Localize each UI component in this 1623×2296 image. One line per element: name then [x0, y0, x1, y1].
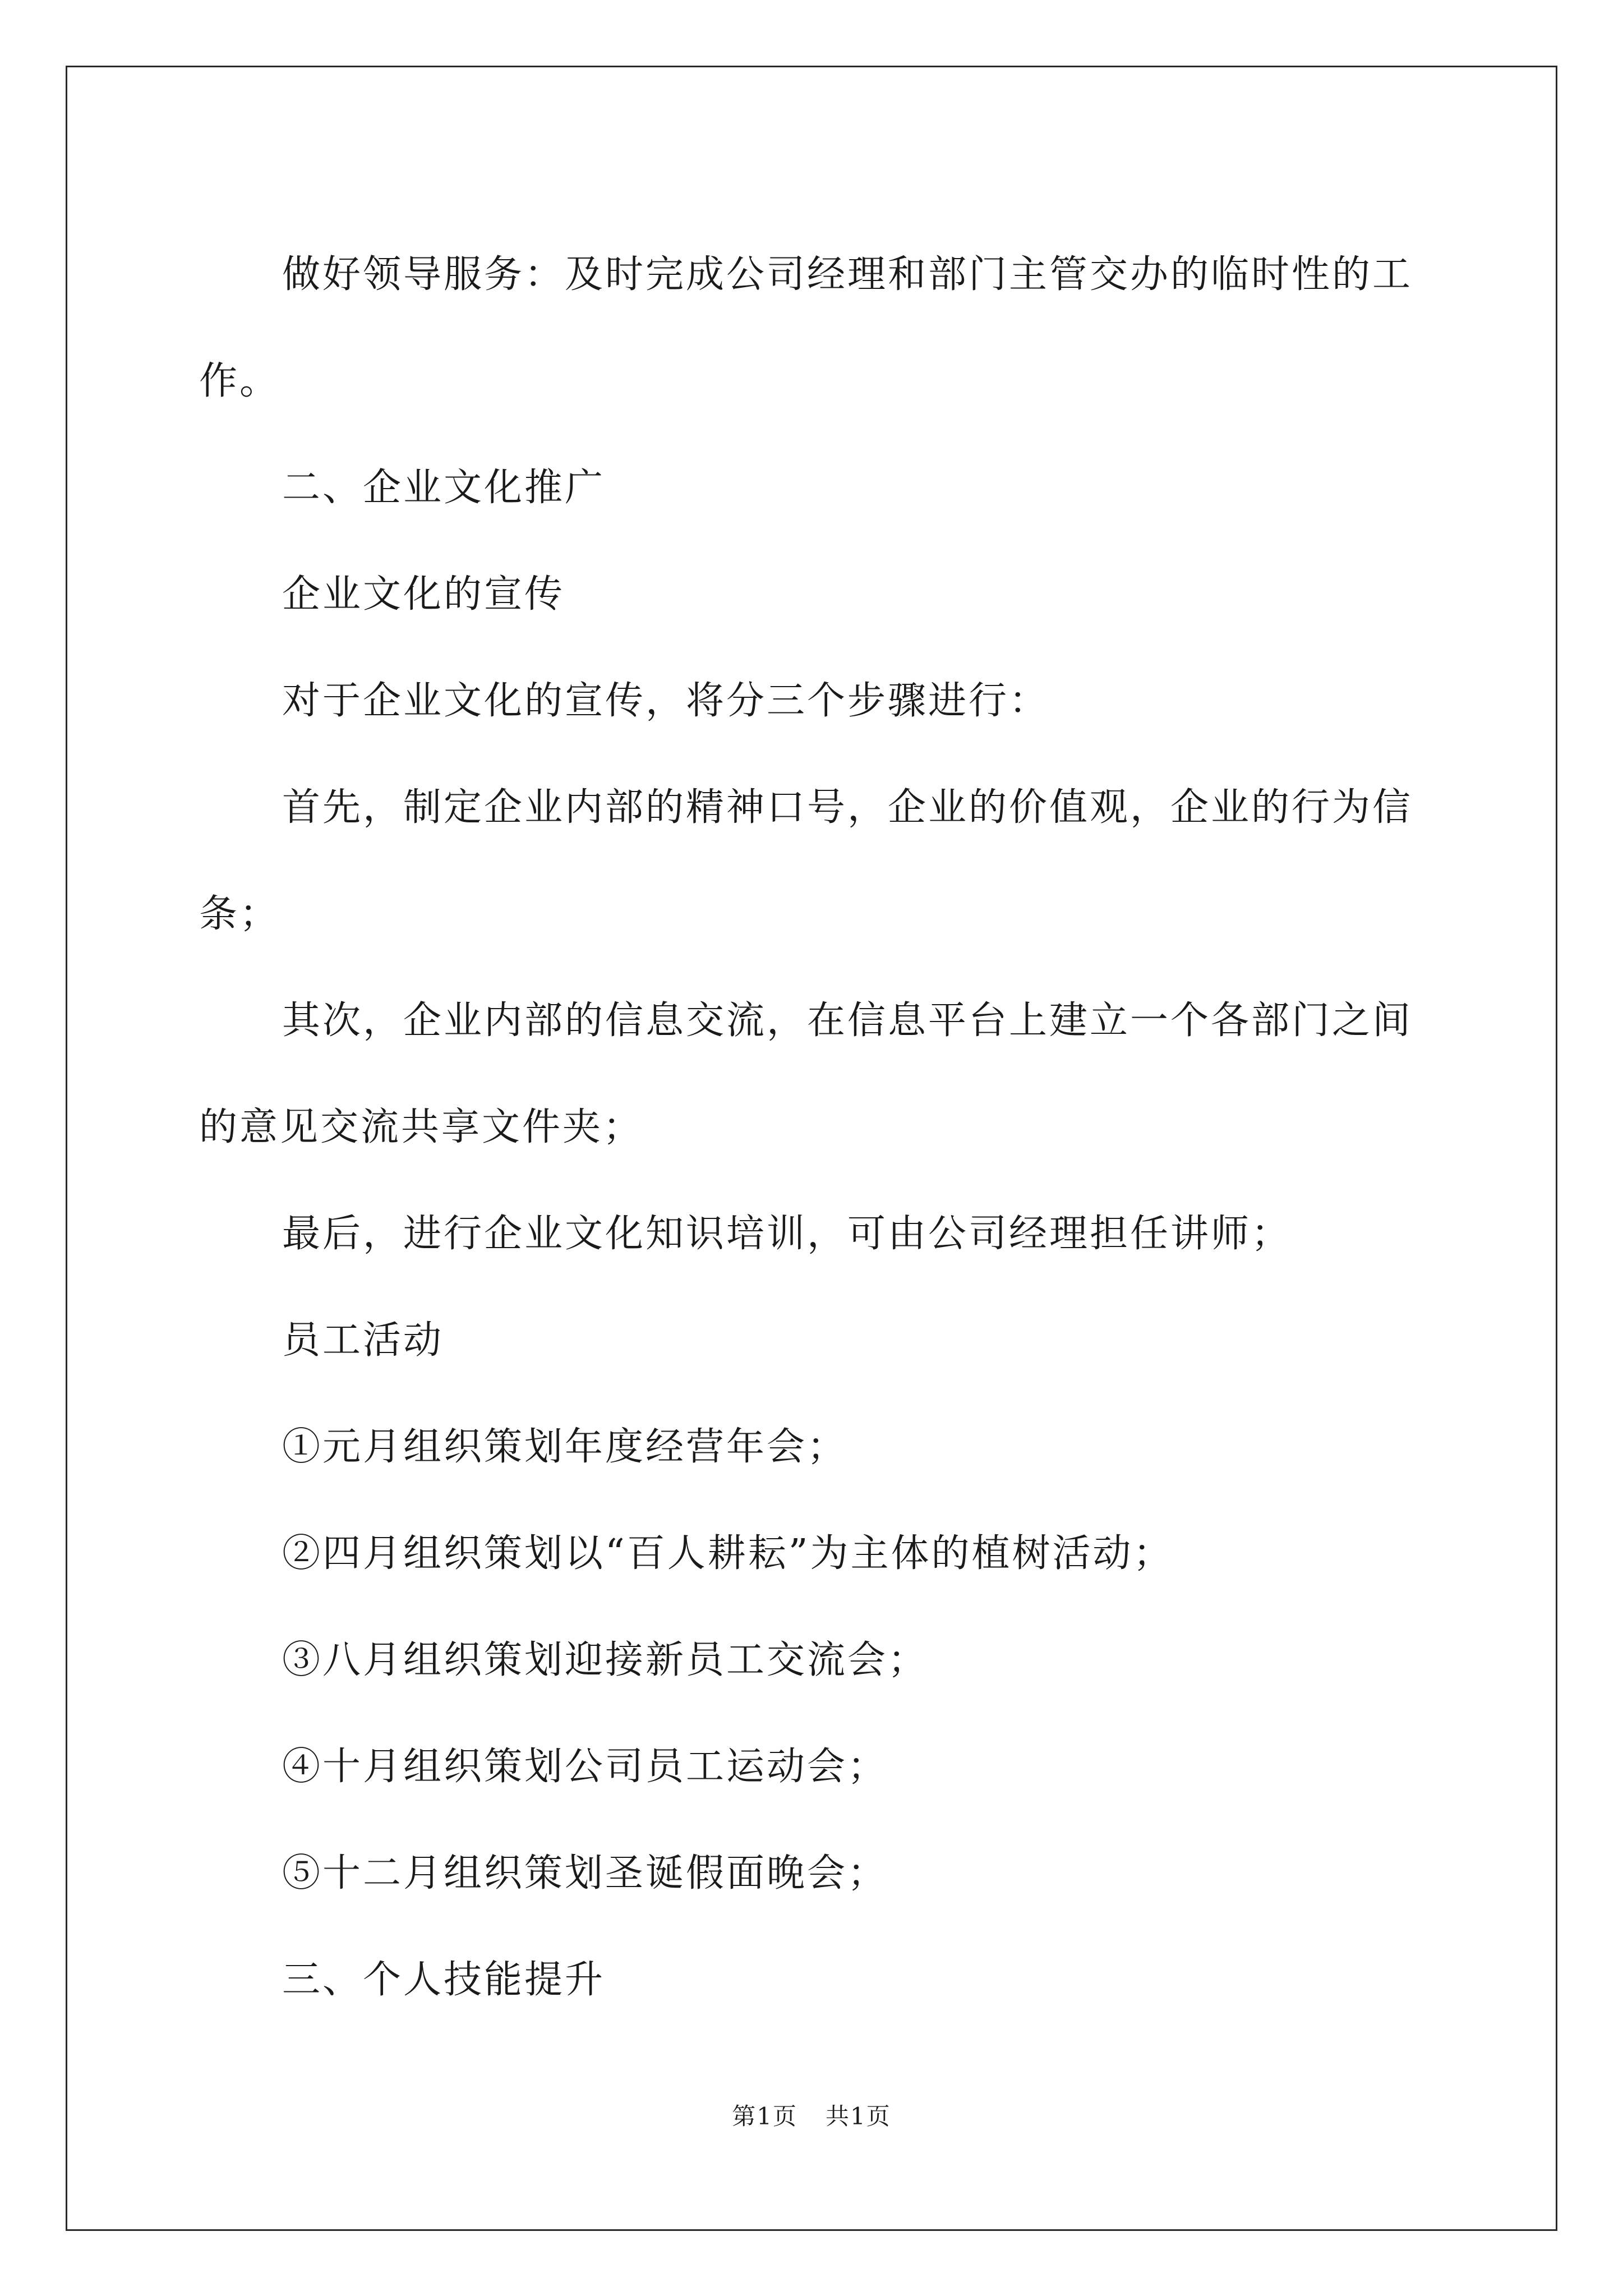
- paragraph-step-last: 最后，进行企业文化知识培训，可由公司经理担任讲师；: [282, 1212, 1292, 1256]
- heading-skill-improvement: 三、个人技能提升: [282, 1958, 606, 2002]
- page-number: 第1页: [732, 2102, 797, 2130]
- document-body: [199, 222, 1433, 2033]
- page-total: 共1页: [826, 2102, 891, 2130]
- subheading-staff-activities: 员工活动: [282, 1318, 444, 1363]
- list-item-activity-4: ④十月组织策划公司员工运动会；: [282, 1745, 888, 1789]
- list-item-activity-1: ①元月组织策划年度经营年会；: [282, 1425, 848, 1469]
- paragraph-service: 做好领导服务：及时完成公司经理和部门主管交办的临时性的工作。: [199, 252, 1413, 403]
- list-item-activity-5: ⑤十二月组织策划圣诞假面晚会；: [282, 1851, 888, 1895]
- heading-culture-promotion: 二、企业文化推广: [282, 466, 606, 510]
- paragraph-three-steps: 对于企业文化的宣传，将分三个步骤进行：: [282, 679, 1050, 723]
- page-footer: [0, 2098, 1623, 2132]
- list-item-activity-3: ③八月组织策划迎接新员工交流会；: [282, 1638, 929, 1682]
- paragraph-step-first: 首先，制定企业内部的精神口号，企业的价值观，企业的行为信条；: [199, 785, 1413, 936]
- subheading-culture-publicity: 企业文化的宣传: [282, 572, 565, 616]
- list-item-activity-2: ②四月组织策划以“百人耕耘”为主体的植树活动；: [282, 1531, 1174, 1576]
- paragraph-step-second: 其次，企业内部的信息交流，在信息平台上建立一个各部门之间的意见交流共享文件夹；: [199, 999, 1413, 1149]
